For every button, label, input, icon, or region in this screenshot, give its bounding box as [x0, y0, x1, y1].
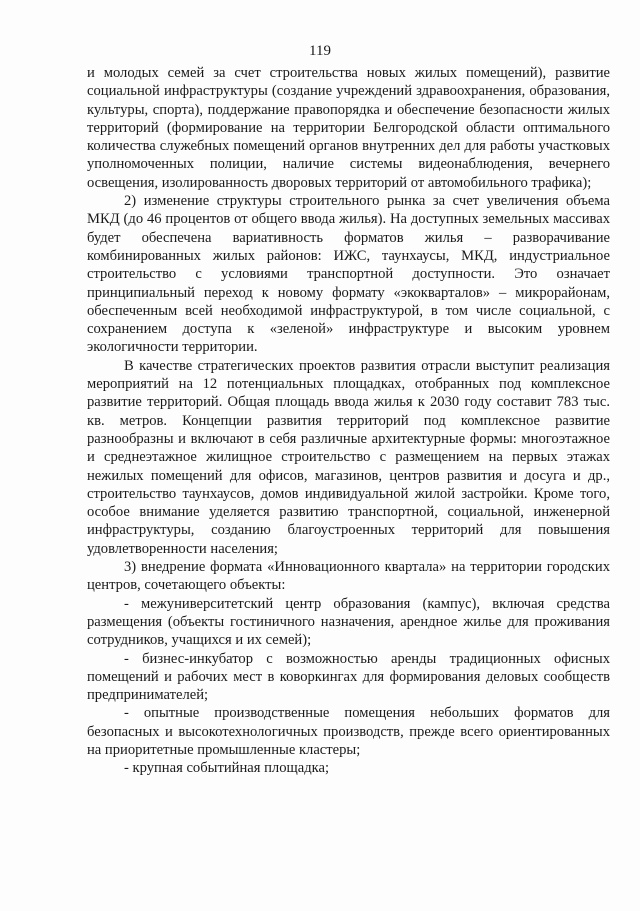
document-body: [87, 64, 610, 778]
paragraph-item-3: 3) внедрение формата «Инновационного квартала» на территории городских центров, сочетающего объекты:: [87, 559, 610, 594]
list-item-production-premises: - опытные производственные помещения небольших форматов для безопасных и высокотехнологичных производств, прежде всего ориентированных на приоритетные промышленные кластеры;: [87, 705, 610, 758]
list-item-event-venue: - крупная событийная площадка;: [124, 760, 330, 777]
list-item-campus: - межуниверситетский центр образования (кампус), включая средства размещения (объекты гостиничного назначения, арендное жилье для проживания сотрудников, учащихся и их семей);: [87, 595, 610, 649]
list-item-business-incubator: - бизнес-инкубатор с возможностью аренды традиционных офисных помещений и рабочих мест в коворкингах для формирования деловых сообществ предпринимателей;: [87, 650, 610, 704]
paragraph-item-2: 2) изменение структуры строительного рынка за счет увеличения объема МКД (до 46 процентов от общего ввода жилья). На доступных земельных массивах будет обеспечена вариативность форматов жилья – разворачивание комбинированных жилых районов: ИЖС, таунхаусы, МКД, индустриальное строительство с условиями транспортной доступности. Это означает принципиальный переход к новому формату «экокварталов» – микрорайонам, обеспеченным всей необходимой инфраструктурой, в том числе социальной, с сохранением доступа к «зеленой» инфраструктуре и высоким уровнем экологичности территории.: [87, 193, 610, 356]
paragraph-strategic-projects: В качестве стратегических проектов развития отрасли выступит реализация мероприятий на 12 потенциальных площадках, отобранных под комплексное развитие территорий. Общая площадь ввода жилья к 2030 году составит 783 тыс. кв. метров. Концепции развития территорий под комплексное развитие разнообразны и включают в себя различные архитектурные формы: многоэтажное и среднеэтажное жилищное строительство с размещением на первых этажах нежилых помещений для офисов, магазинов, центров развития и досуга и др., строительство таунхаусов, домов индивидуальной жилой застройки. Кроме того, особое внимание уделяется развитию транспортной, социальной, инженерной инфраструктуры, созданию благоустроенных территорий для повышения удовлетворенности населения;: [87, 357, 610, 557]
page-number: 119: [309, 43, 331, 59]
paragraph-continuation: и молодых семей за счет строительства новых жилых помещений), развитие социальной инфраструктуры (создание учреждений здравоохранения, образования, культуры, спорта), поддержание правопорядка и обеспечение безопасности жилых территорий (формирование на территории Белгородской области оптимального количества служебных помещений органов внутренних дел для работы участковых уполномоченных полиции, наличие системы видеонаблюдения, вечернего освещения, изолированность дворовых территорий от автомобильного трафика);: [87, 65, 610, 191]
